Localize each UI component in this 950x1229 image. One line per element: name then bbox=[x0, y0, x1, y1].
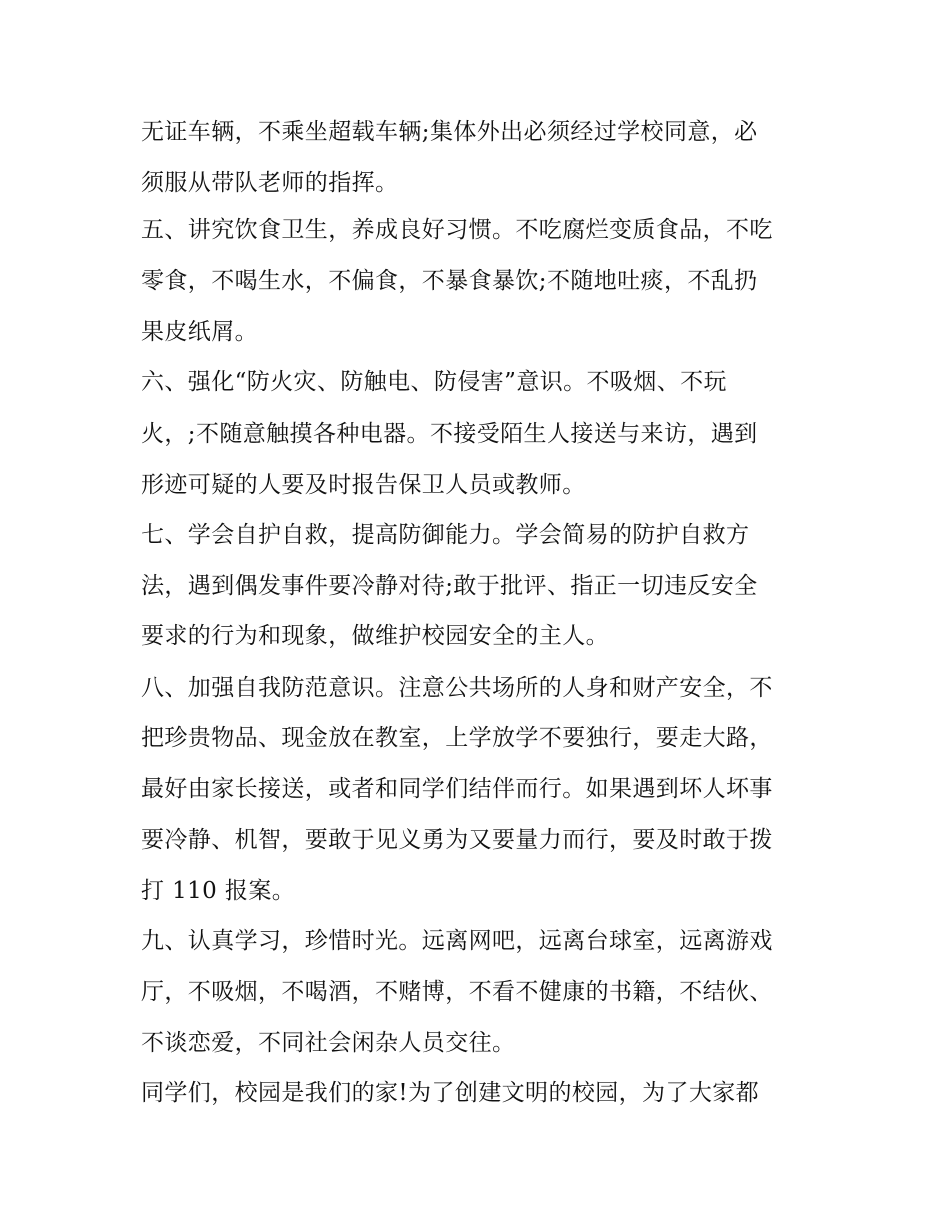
text-line: 形迹可疑的人要及时报告保卫人员或教师。 bbox=[141, 472, 586, 498]
paragraph-6-line: 六、强化“防火灾、防触电、防侵害”意识。不吸烟、不玩 bbox=[141, 369, 727, 395]
paragraph-5-line: 五、讲究饮食卫生，养成良好习惯。不吃腐烂变质食品，不吃 bbox=[141, 217, 773, 243]
text-line: 把珍贵物品、现金放在教室，上学放学不要独行，要走大路， bbox=[141, 725, 773, 751]
text-line: 打 110 报案。 bbox=[141, 878, 296, 904]
text-line: 火，;不随意触摸各种电器。不接受陌生人接送与来访，遇到 bbox=[141, 421, 758, 447]
paragraph-9-line: 九、认真学习，珍惜时光。远离网吧，远离台球室，远离游戏 bbox=[141, 928, 773, 954]
text-line: 须服从带队老师的指挥。 bbox=[141, 170, 399, 196]
closing-paragraph-line: 同学们，校园是我们的家!为了创建文明的校园，为了大家都 bbox=[141, 1080, 760, 1106]
text-line: 要求的行为和现象，做维护校园安全的主人。 bbox=[141, 623, 609, 649]
text-line: 果皮纸屑。 bbox=[141, 319, 258, 345]
text-line: 零食，不喝生水，不偏食，不暴食暴饮;不随地吐痰，不乱扔 bbox=[141, 268, 758, 294]
text-line: 不谈恋爱，不同社会闲杂人员交往。 bbox=[141, 1030, 516, 1056]
paragraph-7-line: 七、学会自护自救，提高防御能力。学会简易的防护自救方 bbox=[141, 522, 750, 548]
text-line: 厅，不吸烟，不喝酒，不赌博，不看不健康的书籍，不结伙、 bbox=[141, 979, 773, 1005]
text-line: 要冷静、机智，要敢于见义勇为又要量力而行，要及时敢于拨 bbox=[141, 827, 773, 853]
paragraph-8-line: 八、加强自我防范意识。注意公共场所的人身和财产安全，不 bbox=[141, 675, 773, 701]
text-line: 法，遇到偶发事件要冷静对待;敢于批评、指正一切违反安全 bbox=[141, 573, 758, 599]
text-line: 最好由家长接送，或者和同学们结伴而行。如果遇到坏人坏事 bbox=[141, 776, 773, 802]
text-line: 无证车辆，不乘坐超载车辆;集体外出必须经过学校同意，必 bbox=[141, 119, 758, 145]
